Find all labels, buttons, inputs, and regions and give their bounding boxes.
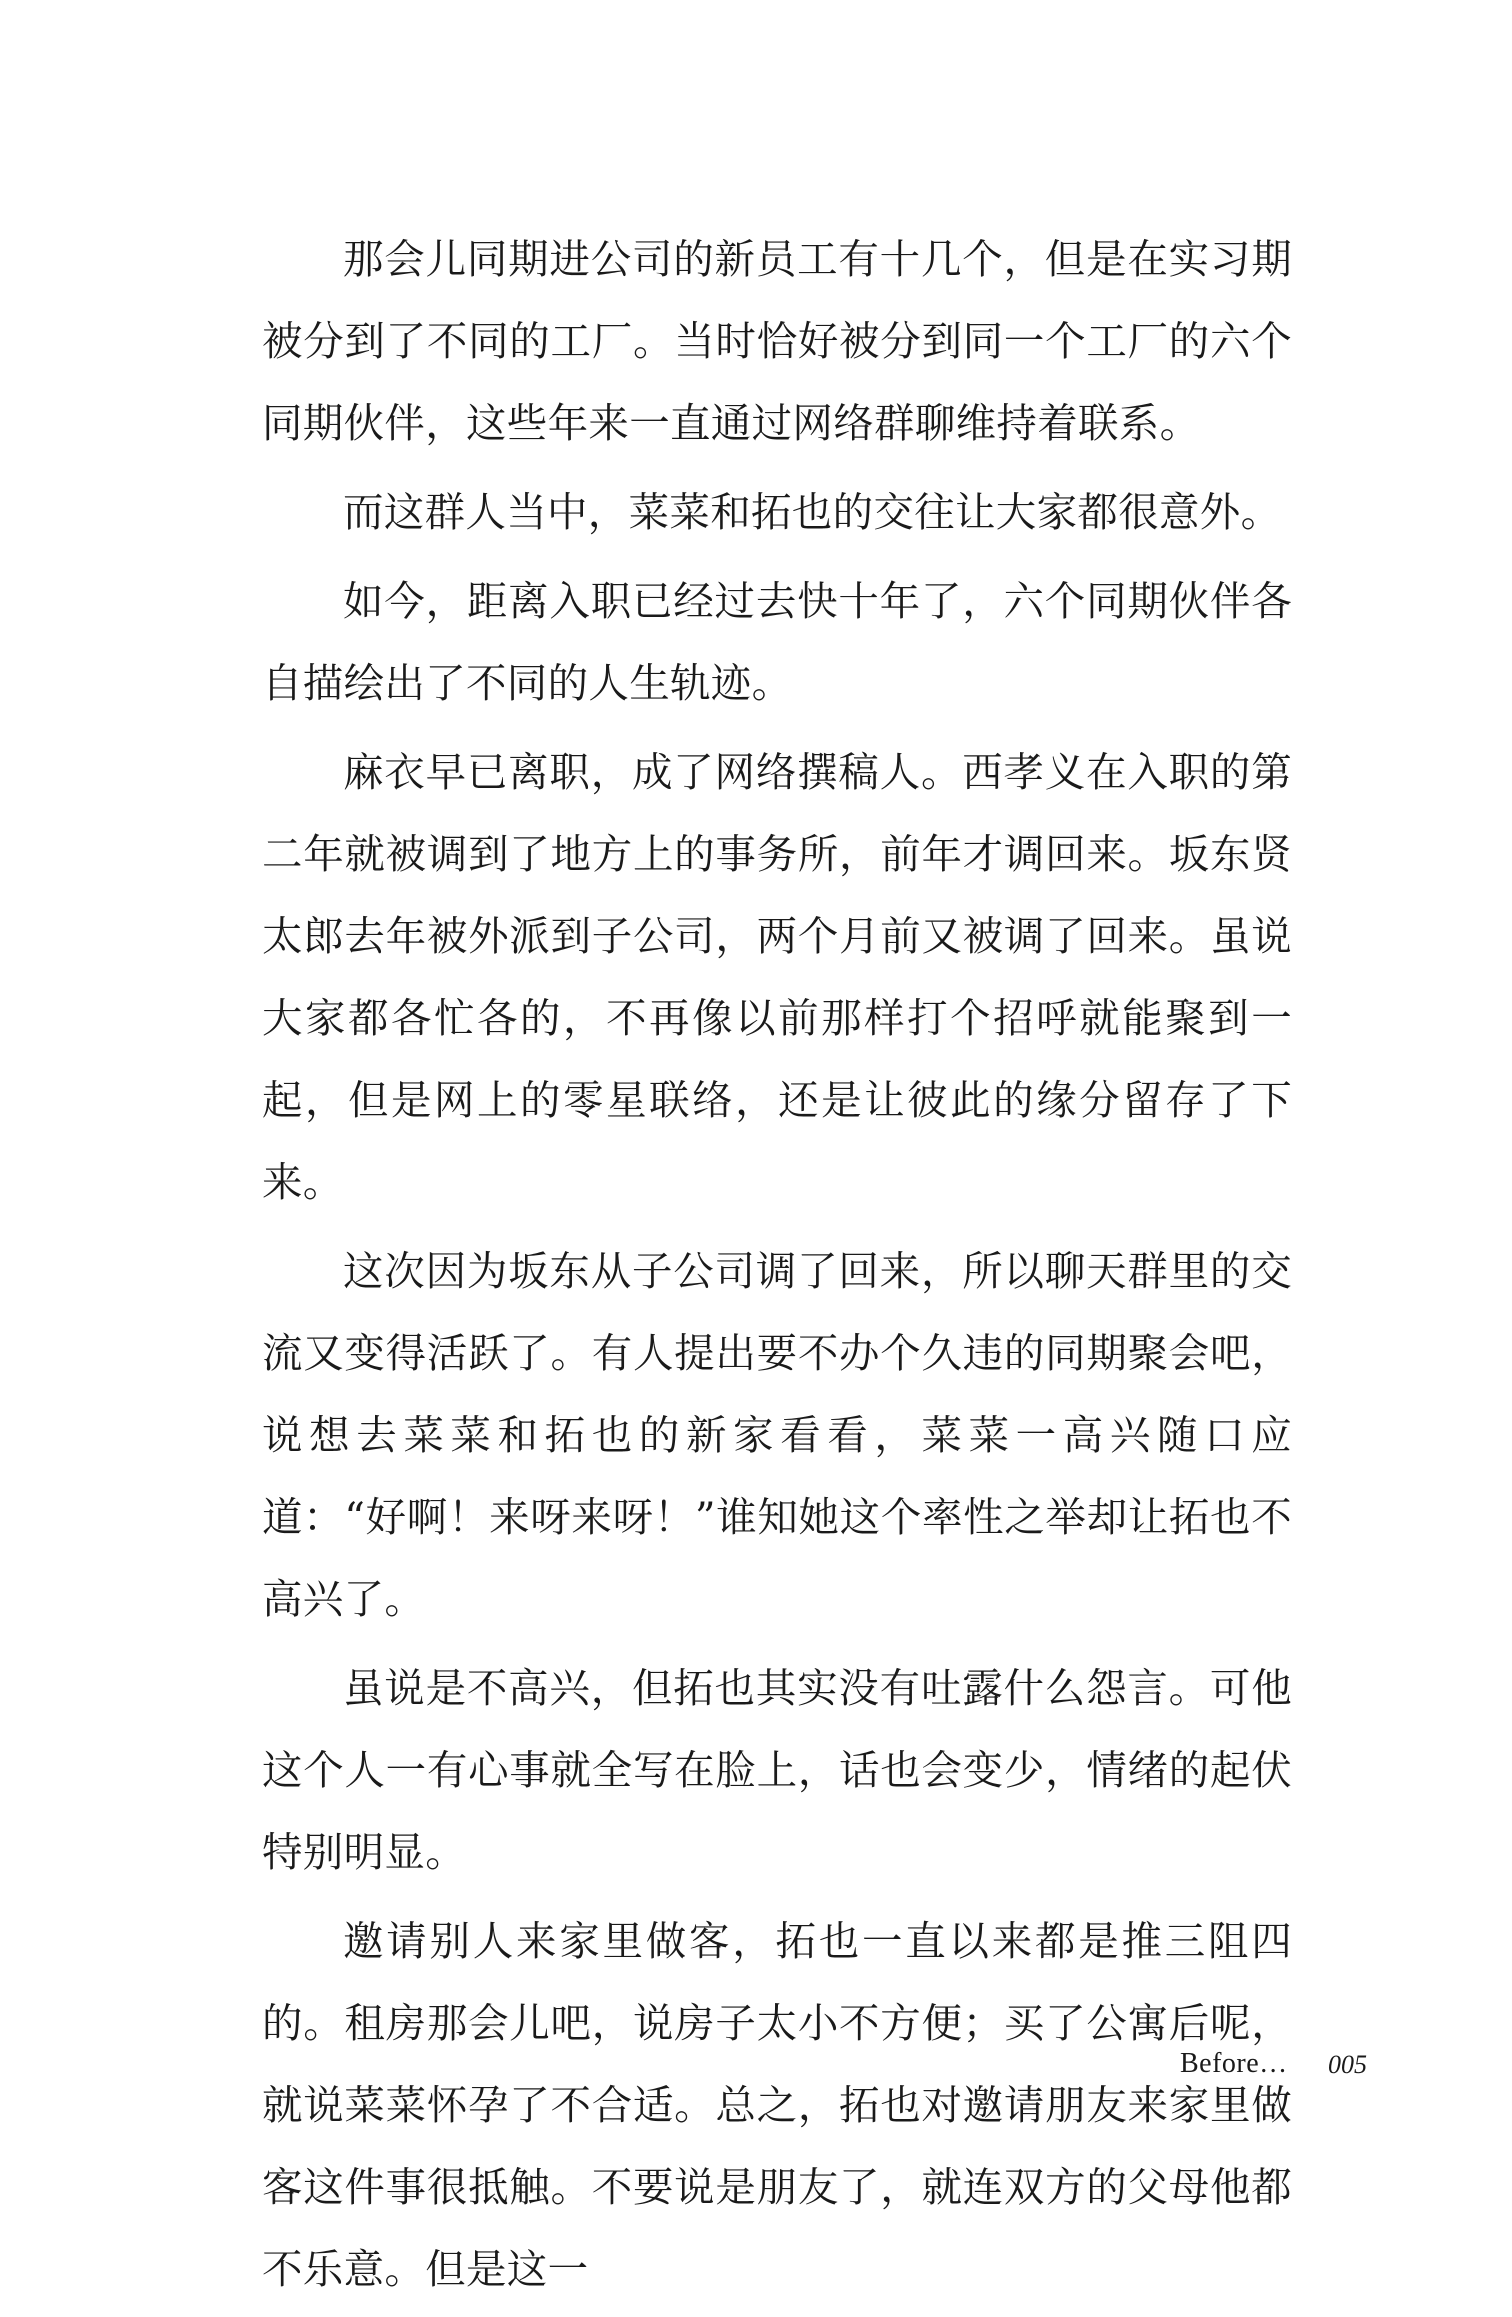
running-title: Before… bbox=[1180, 2048, 1288, 2079]
paragraph: 而这群人当中，菜菜和拓也的交往让大家都很意外。 bbox=[343, 488, 1282, 536]
body-text bbox=[262, 218, 1292, 2317]
paragraph: 这次因为坂东从子公司调了回来，所以聊天群里的交流又变得活跃了。有人提出要不办个久违的同期聚会吧，说想去菜菜和拓也的新家看看，菜菜一高兴随口应道：“好啊！来呀来呀！”谁知她这个率性之举却让拓也不高兴了。 bbox=[262, 1247, 1292, 1623]
page-footer bbox=[1180, 2048, 1367, 2088]
paragraph: 麻衣早已离职，成了网络撰稿人。西孝义在入职的第二年就被调到了地方上的事务所，前年才调回来。坂东贤太郎去年被外派到子公司，两个月前又被调了回来。虽说大家都各忙各的，不再像以前那样打个招呼就能聚到一起，但是网上的零星联络，还是让彼此的缘分留存了下来。 bbox=[262, 748, 1292, 1206]
page-number: 005 bbox=[1328, 2050, 1367, 2079]
paragraph: 那会儿同期进公司的新员工有十几个，但是在实习期被分到了不同的工厂。当时恰好被分到同一个工厂的六个同期伙伴，这些年来一直通过网络群聊维持着联系。 bbox=[262, 235, 1292, 447]
paragraph: 邀请别人来家里做客，拓也一直以来都是推三阻四的。租房那会儿吧，说房子太小不方便；买了公寓后呢，就说菜菜怀孕了不合适。总之，拓也对邀请朋友来家里做客这件事很抵触。不要说是朋友了，就连双方的父母他都不乐意。但是这一 bbox=[262, 1917, 1292, 2293]
paragraph: 虽说是不高兴，但拓也其实没有吐露什么怨言。可他这个人一有心事就全写在脸上，话也会变少，情绪的起伏特别明显。 bbox=[262, 1664, 1292, 1876]
paragraph: 如今，距离入职已经过去快十年了，六个同期伙伴各自描绘出了不同的人生轨迹。 bbox=[262, 577, 1292, 707]
